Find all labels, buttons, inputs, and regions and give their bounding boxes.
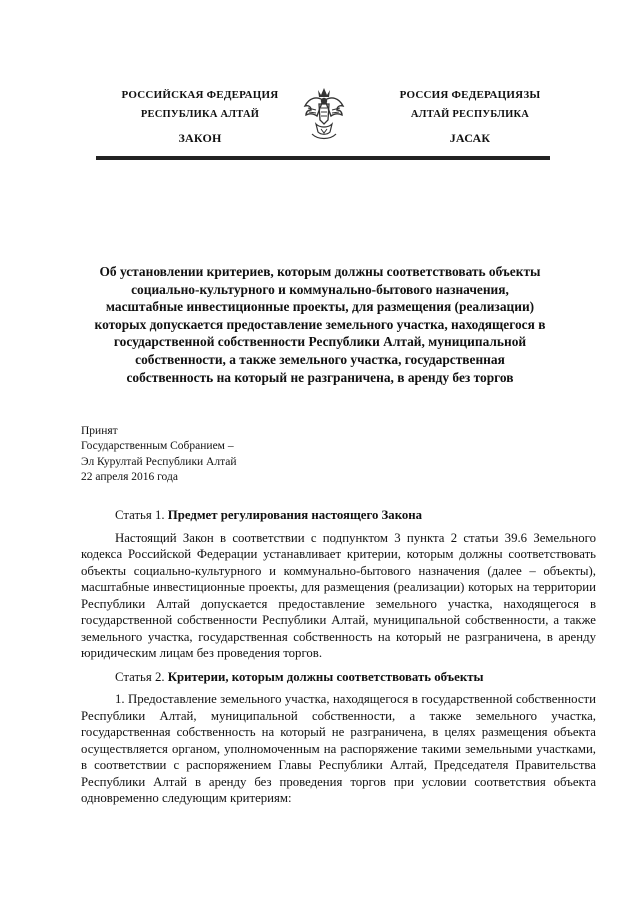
article-2-heading <box>115 669 596 686</box>
title-line: социально-культурного и коммунально-бытового назначения, <box>131 281 509 297</box>
adoption-label: Принят <box>81 425 118 437</box>
law-word-alt: JАСАК <box>449 131 491 145</box>
coat-of-arms-icon <box>302 86 346 142</box>
letterhead <box>0 86 640 158</box>
article-1-heading <box>115 507 596 524</box>
article-number: Статья 2. <box>115 669 165 684</box>
adoption-date: 22 апреля 2016 года <box>81 470 178 483</box>
article-title: Критерии, которым должны соответствовать объекты <box>167 669 484 684</box>
adoption-note <box>81 424 237 485</box>
republic-name-alt: АЛТАЙ РЕСПУБЛИКА <box>410 109 530 120</box>
article-2-text: 1. Предоставление земельного участка, находящегося в государственной собственности Республики Алтай, муниципальной собственности, а также земельного участка, государственная собственность на который не разграничена, в целях размещения объекта осуществляется органом, уполномоченным на распоряжение такими земельными участками, в соответствии с распоряжением Главы Республики Алтай, Председателя Правительства Республики Алтай в аренду без проведения торгов при условии соответствия объекта одновременно следующим критериям: <box>81 692 596 805</box>
republic-name-ru: РЕСПУБЛИКА АЛТАЙ <box>140 109 260 120</box>
title-line: собственности, а также земельного участка, государственная <box>135 351 505 367</box>
law-word-ru: ЗАКОН <box>178 131 222 145</box>
title-line: государственной собственности Республики Алтай, муниципальной <box>113 334 527 350</box>
article-title: Предмет регулирования настоящего Закона <box>167 508 423 522</box>
country-name-alt: РОССИЯ ФЕДЕРАЦИЯЗЫ <box>399 89 541 101</box>
law-body <box>81 507 596 814</box>
title-line: масштабные инвестиционные проекты, для размещения (реализации) <box>105 299 535 315</box>
header-divider <box>96 156 550 160</box>
title-line: собственность на который не разграничена, в аренду без торгов <box>126 369 514 385</box>
adoption-body-name: Эл Курултай Республики Алтай <box>81 455 237 468</box>
adoption-body: Государственным Собранием – <box>81 440 234 453</box>
title-line: Об установлении критериев, которым должны соответствовать объекты <box>99 264 541 279</box>
title-line: которых допускается предоставление земельного участка, находящегося в <box>94 316 546 332</box>
letterhead-russian <box>100 86 300 148</box>
letterhead-altai <box>370 86 570 148</box>
country-name-ru: РОССИЙСКАЯ ФЕДЕРАЦИЯ <box>121 89 279 101</box>
article-1-text: Настоящий Закон в соответствии с подпунктом 3 пункта 2 статьи 39.6 Земельного кодекса Российской Федерации устанавливает критерии, которым должны соответствовать объекты социально-культурного и коммунально-бытового назначения (далее – объекты), масштабные инвестиционные проекты, для размещения (реализации) которых на территории Республики Алтай допускается предоставление земельного участка, находящегося в государственной собственности Республики Алтай, муниципальной собственности, а также земельного участка, государственная собственность на который не разграничена, в аренду юридическим лицам без проведения торгов. <box>81 530 596 660</box>
article-number: Статья 1. <box>115 508 165 522</box>
law-title <box>70 263 570 386</box>
